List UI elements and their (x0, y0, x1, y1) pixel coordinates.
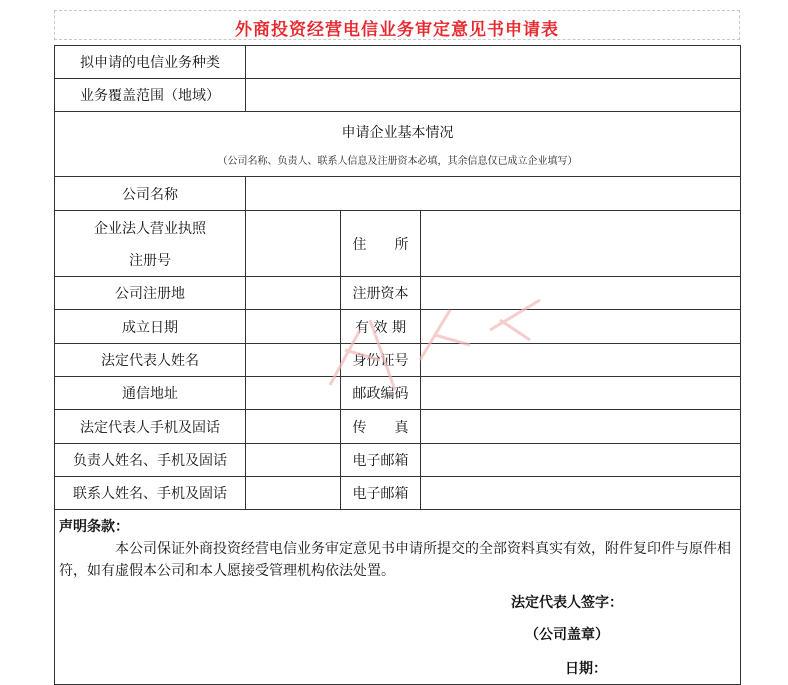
postal-code-field[interactable] (421, 377, 741, 410)
legal-rep-phone-field[interactable] (246, 410, 341, 444)
registered-capital-label: 注册资本 (341, 277, 421, 310)
date-label: 日期： (565, 661, 607, 677)
registered-place-field[interactable] (246, 277, 341, 310)
registered-capital-field[interactable] (421, 277, 741, 310)
service-type-label: 拟申请的电信业务种类 (55, 46, 246, 79)
address-label: 住 所 (341, 211, 421, 277)
fax-label: 传 真 (341, 410, 421, 444)
registered-place-label: 公司注册地 (55, 277, 246, 310)
company-name-field[interactable] (246, 177, 741, 211)
title-row (54, 10, 740, 40)
id-number-label: 身份证号 (341, 344, 421, 377)
principal-info-label: 负责人姓名、手机及固话 (55, 444, 246, 477)
contact-email-label: 电子邮箱 (341, 477, 421, 510)
form-title: 外商投资经营电信业务审定意见书申请表 (235, 20, 559, 40)
principal-email-label: 电子邮箱 (341, 444, 421, 477)
license-label-line1: 企业法人营业执照 (94, 220, 206, 237)
signature-label: 法定代表人签字： (511, 595, 623, 611)
coverage-field[interactable] (246, 79, 741, 112)
application-form (54, 45, 741, 685)
mailing-address-field[interactable] (246, 377, 341, 410)
established-date-field[interactable] (246, 310, 341, 344)
license-field[interactable] (246, 211, 341, 277)
declaration-heading: 声明条款： (59, 519, 129, 535)
legal-rep-phone-label: 法定代表人手机及固话 (55, 410, 246, 444)
address-field[interactable] (421, 211, 741, 277)
section-note: （公司名称、负责人、联系人信息及注册资本必填，其余信息仅已成立企业填写） (217, 155, 578, 167)
fax-field[interactable] (421, 410, 741, 444)
license-label-line2: 注册号 (129, 252, 171, 269)
contact-email-field[interactable] (421, 477, 741, 510)
id-number-field[interactable] (421, 344, 741, 377)
mailing-address-label: 通信地址 (55, 377, 246, 410)
seal-label: （公司盖章） (525, 627, 609, 643)
declaration-text: 本公司保证外商投资经营电信业务审定意见书申请所提交的全部资料真实有效，附件复印件与原件相符，如有虚假本公司和本人愿接受管理机构依法处置。 (59, 541, 731, 579)
validity-field[interactable] (421, 310, 741, 344)
principal-email-field[interactable] (421, 444, 741, 477)
coverage-label: 业务覆盖范围（地域） (55, 79, 246, 112)
declaration-cell (55, 510, 741, 685)
validity-label: 有 效 期 (341, 310, 421, 344)
postal-code-label: 邮政编码 (341, 377, 421, 410)
established-date-label: 成立日期 (55, 310, 246, 344)
principal-info-field[interactable] (246, 444, 341, 477)
contact-info-field[interactable] (246, 477, 341, 510)
company-name-label: 公司名称 (55, 177, 246, 211)
legal-rep-name-label: 法定代表人姓名 (55, 344, 246, 377)
legal-rep-name-field[interactable] (246, 344, 341, 377)
section-header (55, 112, 741, 177)
section-title: 申请企业基本情况 (341, 124, 454, 141)
license-label (55, 211, 246, 277)
service-type-field[interactable] (246, 46, 741, 79)
contact-info-label: 联系人姓名、手机及固话 (55, 477, 246, 510)
